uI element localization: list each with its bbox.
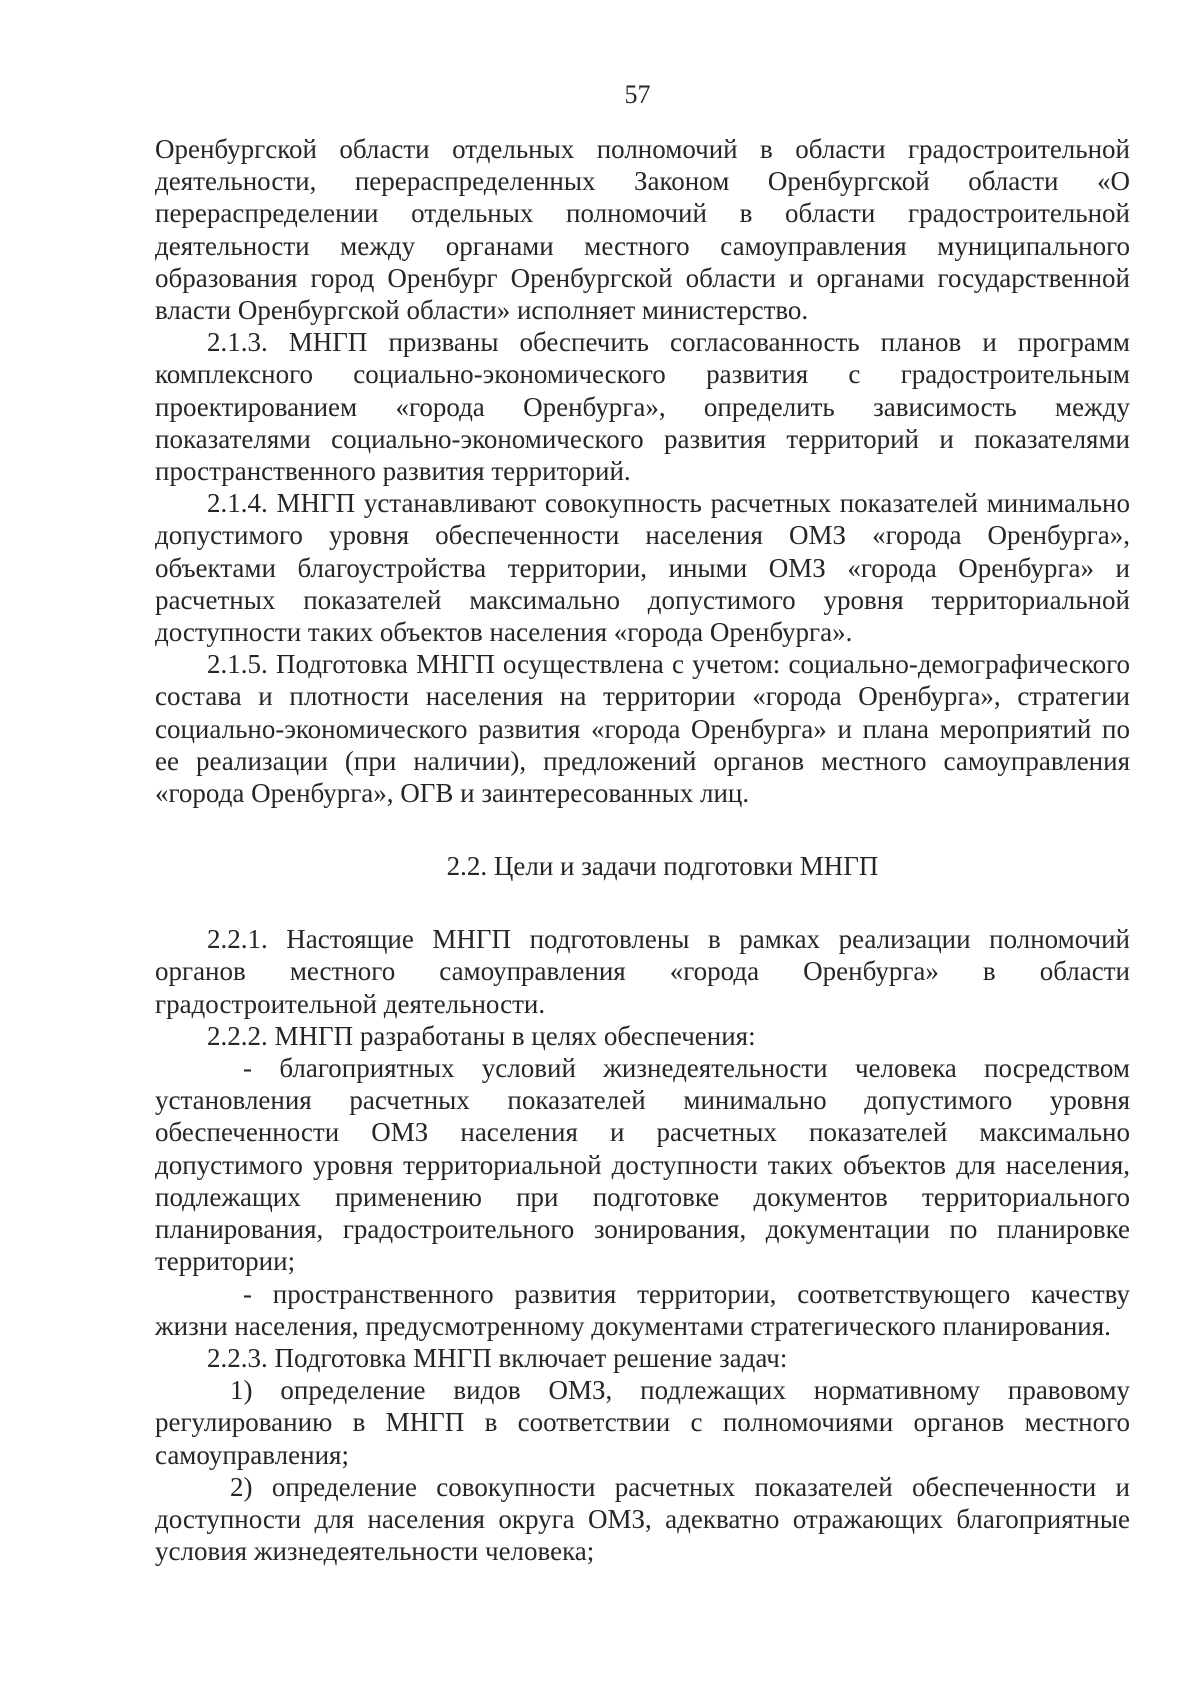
document-body xyxy=(155,133,1130,1567)
list-item-numbered-2: 2) определение совокупности расчетных показателей обеспеченности и доступности для населения округа ОМЗ, адекватно отражающих благоприятные условия жизнедеятельности человека; xyxy=(155,1471,1130,1567)
paragraph-2-1-4: 2.1.4. МНГП устанавливают совокупность расчетных показателей минимально допустимого уровня обеспеченности населения ОМЗ «города Оренбурга», объектами благоустройства территории, иными ОМЗ «города Оренбурга» и расчетных показателей максимально допустимого уровня территориальной доступности таких объектов населения «города Оренбурга». xyxy=(155,488,1130,648)
paragraph-2-2-2: 2.2.2. МНГП разработаны в целях обеспечения: xyxy=(207,1020,756,1051)
paragraph-2-1-5: 2.1.5. Подготовка МНГП осуществлена с учетом: социально-демографического состава и плотности населения на территории «города Оренбурга», стратегии социально-экономического развития «города Оренбурга» и плана мероприятий по ее реализации (при наличии), предложений органов местного самоуправления «города Оренбурга», ОГВ и заинтересованных лиц. xyxy=(155,649,1130,809)
paragraph-2-2-3: 2.2.3. Подготовка МНГП включает решение задач: xyxy=(207,1342,788,1373)
page-number: 57 xyxy=(624,80,651,109)
paragraph-2-1-3: 2.1.3. МНГП призваны обеспечить согласованность планов и программ комплексного социально-экономического развития с градостроительным проектированием «города Оренбурга», определить зависимость между показателями социально-экономического развития территорий и показателями пространственного развития территорий. xyxy=(155,327,1130,487)
paragraph-continuation: Оренбургской области отдельных полномочий в области градостроительной деятельности, перераспределенных Законом Оренбургской области «О перераспределении отдельных полномочий в области градостроительной деятельности между органами местного самоуправления муниципального образования город Оренбург Оренбургской области и органами государственной власти Оренбургской области» исполняет министерство. xyxy=(155,134,1130,326)
list-item-dash-1: - благоприятных условий жизнедеятельности человека посредством установления расчетных показателей минимально допустимого уровня обеспеченности ОМЗ населения и расчетных показателей максимально допустимого уровня территориальной доступности таких объектов для населения, подлежащих применению при подготовке документов территориального планирования, градостроительного зонирования, документации по планировке территории; xyxy=(155,1053,1130,1277)
list-item-dash-2: - пространственного развития территории, соответствующего качеству жизни населения, предусмотренному документами стратегического планирования. xyxy=(155,1278,1130,1341)
list-item-numbered-1: 1) определение видов ОМЗ, подлежащих нормативному правовому регулированию в МНГП в соответствии с полномочиями органов местного самоуправления; xyxy=(155,1375,1130,1470)
paragraph-2-2-1: 2.2.1. Настоящие МНГП подготовлены в рамках реализации полномочий органов местного самоуправления «города Оренбурга» в области градостроительной деятельности. xyxy=(155,924,1130,1019)
section-heading: 2.2. Цели и задачи подготовки МНГП xyxy=(446,851,879,882)
